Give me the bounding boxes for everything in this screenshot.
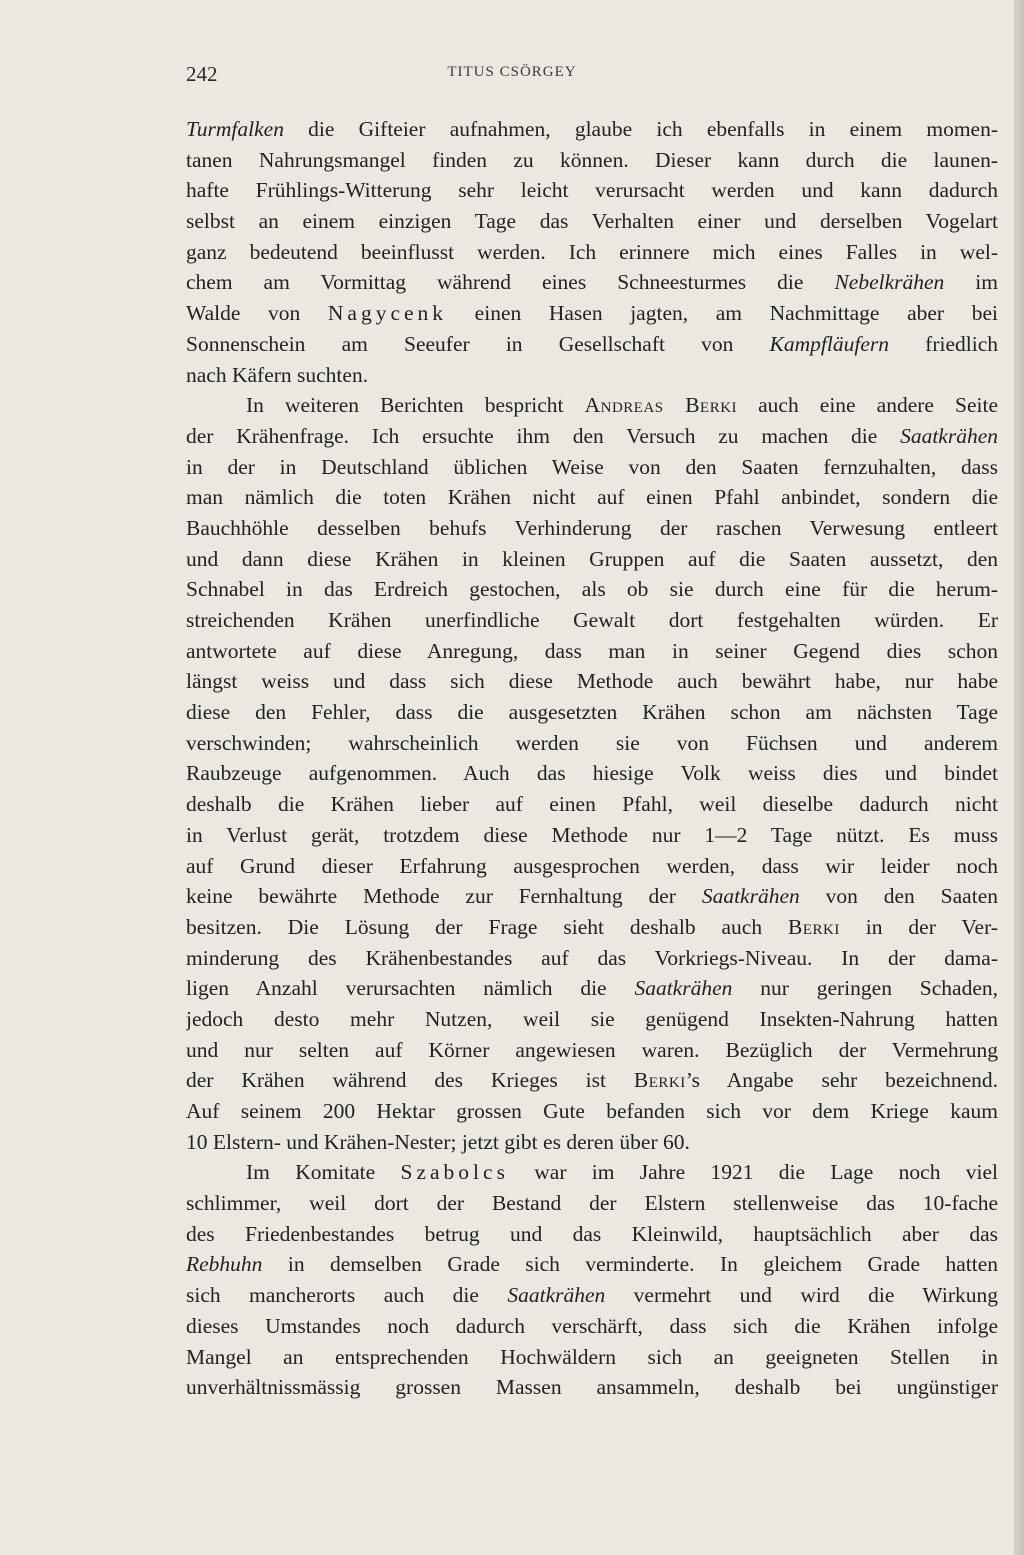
- text-line: 10 Elstern- und Krähen-Nester; jetzt gibt es deren über 60.: [186, 1129, 690, 1154]
- text-line: des Friedenbestandes betrug und das Kleinwild, hauptsächlich aber das: [186, 1221, 998, 1246]
- text-line: Auf seinem 200 Hektar grossen Gute befanden sich vor dem Kriege kaum: [186, 1099, 998, 1123]
- text-line: dieses Umstandes noch dadurch verschärft, dass sich die Krähen infolge: [186, 1313, 998, 1338]
- text-line: auf Grund dieser Erfahrung ausgesprochen werden, dass wir leider noch: [186, 853, 998, 878]
- text-line: Turmfalken die Gifteier aufnahmen, glaube ich ebenfalls in einem momen-: [186, 117, 998, 141]
- text-line: in der in Deutschland üblichen Weise von den Saaten fernzuhalten, dass: [186, 454, 998, 479]
- text-line: besitzen. Die Lösung der Frage sieht deshalb auch Berki in der Ver-: [186, 914, 998, 939]
- species-name: Nebelkrähen: [834, 270, 945, 295]
- text-line: nach Käfern suchten.: [186, 362, 369, 387]
- text-line: Walde von Nagycenk einen Hasen jagten, am Nachmittage aber bei: [186, 301, 998, 326]
- text-line: In weiteren Berichten bespricht Andreas Berki auch eine andere Seite: [246, 393, 998, 418]
- text-line: Raubzeuge aufgenommen. Auch das hiesige Volk weiss dies und bindet: [186, 761, 998, 786]
- text-line: ganz bedeutend beeinflusst werden. Ich erinnere mich eines Falles in wel-: [186, 239, 998, 264]
- species-name: Kampfläufern: [769, 331, 889, 356]
- person-name: Andreas Berki: [584, 393, 738, 418]
- text-line: hafte Frühlings-Witterung sehr leicht verursacht werden und kann dadurch: [186, 178, 998, 203]
- text-line: streichenden Krähen unerfindliche Gewalt dort festgehalten würden. Er: [186, 608, 998, 632]
- text-line: und dann diese Krähen in kleinen Gruppen auf die Saaten aussetzt, den: [186, 546, 998, 571]
- text-line: ligen Anzahl verursachten nämlich die Saatkrähen nur geringen Schaden,: [186, 976, 998, 1001]
- text-line: Bauchhöhle desselben behufs Verhinderung der raschen Verwesung entleert: [186, 515, 998, 540]
- text-line: tanen Nahrungsmangel finden zu können. Dieser kann durch die launen-: [186, 147, 998, 172]
- page-number: 242: [186, 62, 218, 86]
- text-line: Schnabel in das Erdreich gestochen, als ob sie durch eine für die herum-: [186, 577, 998, 602]
- text-line: in Verlust gerät, trotzdem diese Methode nur 1—2 Tage nützt. Es muss: [186, 822, 998, 847]
- person-name: Berki: [633, 1068, 686, 1093]
- text-line: längst weiss und dass sich diese Methode auch bewährt habe, nur habe: [186, 669, 998, 694]
- species-name: Saatkrähen: [701, 884, 800, 909]
- text-line: chem am Vormittag während eines Schneesturmes die Nebelkrähen im: [186, 270, 998, 295]
- text-line: unverhältnissmässig grossen Massen ansammeln, deshalb bei ungünstiger: [186, 1375, 998, 1400]
- species-name: Saatkrähen: [507, 1283, 606, 1308]
- running-head: TITUS CSÖRGEY: [447, 64, 577, 80]
- text-line: deshalb die Krähen lieber auf einen Pfahl, weil dieselbe dadurch nicht: [186, 792, 998, 817]
- text-line: keine bewährte Methode zur Fernhaltung der Saatkrähen von den Saaten: [186, 884, 998, 909]
- text-line: und nur selten auf Körner angewiesen waren. Bezüglich der Vermehrung: [186, 1037, 998, 1062]
- place-name: Szabolcs: [400, 1160, 509, 1185]
- text-line: verschwinden; wahrscheinlich werden sie von Füchsen und anderem: [186, 730, 998, 755]
- text-line: Rebhuhn in demselben Grade sich verminderte. In gleichem Grade hatten: [186, 1252, 998, 1277]
- text-line: der Krähenfrage. Ich ersuchte ihm den Versuch zu machen die Saatkrähen: [186, 423, 998, 448]
- text-line: diese den Fehler, dass die ausgesetzten Krähen schon am nächsten Tage: [186, 700, 998, 725]
- text-line: der Krähen während des Krieges ist Berki’s Angabe sehr bezeichnend.: [186, 1068, 998, 1093]
- page-edge-shadow: [1014, 0, 1024, 1555]
- text-line: selbst an einem einzigen Tage das Verhalten einer und derselben Vogelart: [186, 209, 998, 234]
- species-name: Rebhuhn: [186, 1252, 263, 1277]
- text-line: man nämlich die toten Krähen nicht auf einen Pfahl anbindet, sondern die: [186, 485, 998, 510]
- text-line: jedoch desto mehr Nutzen, weil sie genügend Insekten-Nahrung hatten: [186, 1006, 998, 1031]
- text-line: Sonnenschein am Seeufer in Gesellschaft von Kampfläufern friedlich: [186, 331, 998, 356]
- text-line: Mangel an entsprechenden Hochwäldern sich an geeigneten Stellen in: [186, 1344, 998, 1369]
- text-line: minderung des Krähenbestandes auf das Vorkriegs-Niveau. In der dama-: [186, 945, 998, 970]
- body-text: [186, 114, 998, 1403]
- species-name: Turmfalken: [186, 117, 284, 141]
- text-line: sich mancherorts auch die Saatkrähen vermehrt und wird die Wirkung: [186, 1283, 998, 1308]
- species-name: Saatkrähen: [900, 423, 998, 448]
- text-line: Im Komitate Szabolcs war im Jahre 1921 die Lage noch viel: [246, 1160, 998, 1185]
- place-name: Nagycenk: [327, 301, 448, 326]
- text-line: schlimmer, weil dort der Bestand der Elstern stellenweise das 10-fache: [186, 1191, 998, 1216]
- text-line: antwortete auf diese Anregung, dass man in seiner Gegend dies schon: [186, 638, 998, 663]
- species-name: Saatkrähen: [634, 976, 733, 1001]
- person-name: Berki: [788, 914, 840, 939]
